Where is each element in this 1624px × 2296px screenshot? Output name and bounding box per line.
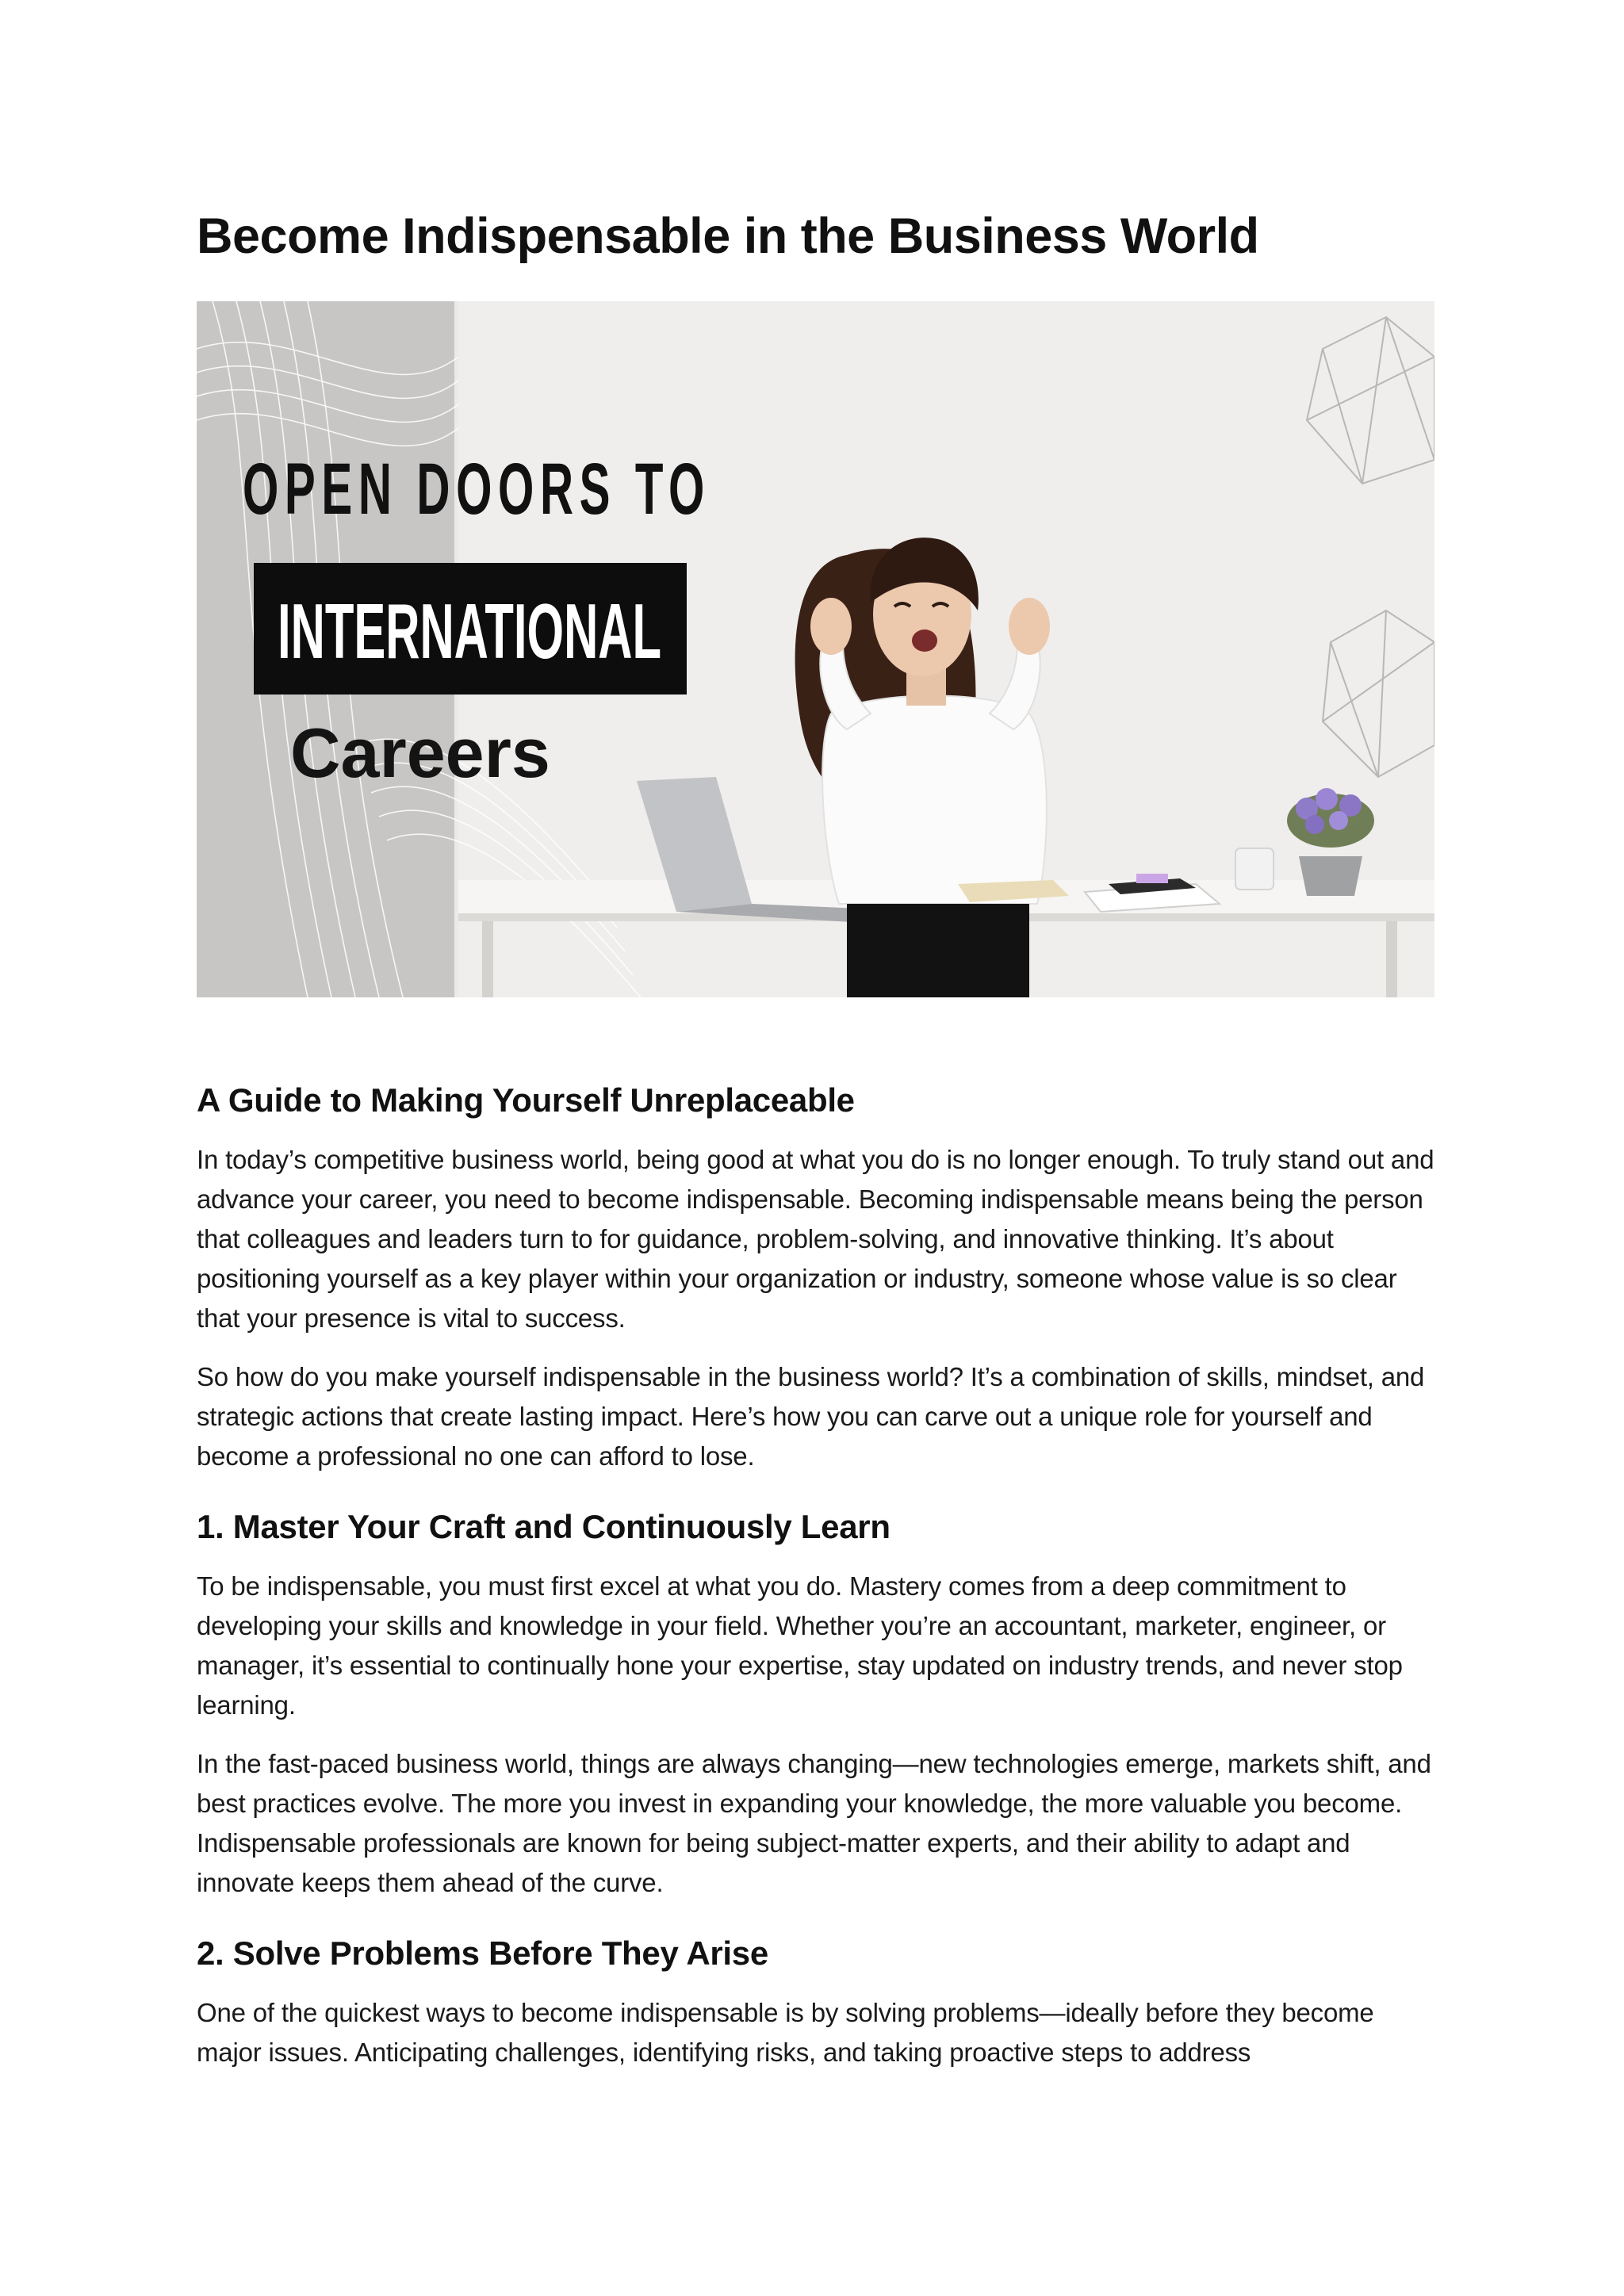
article-body	[197, 1078, 1434, 2091]
hero-headline-line1: OPEN DOORS TO	[243, 449, 710, 530]
section-1-paragraph-2: In the fast-paced business world, things are always changing—new technologies emerge, markets shift, and best practices evolve. The more you invest in expanding your knowledge, the more valuable you become. Indispensable professionals are known for being subject-matter experts, and their ability to adapt and innovate keeps them ahead of the curve.	[197, 1749, 1431, 1897]
hero-illustration	[197, 301, 1434, 997]
section-1-heading: 1. Master Your Craft and Continuously Learn	[197, 1508, 891, 1545]
intro-paragraph-2: So how do you make yourself indispensable in the business world? It’s a combination of skills, mindset, and strategic actions that create lasting impact. Here’s how you can carve out a unique role for yourself and become a professional no one can afford to lose.	[197, 1362, 1425, 1471]
section-2-heading: 2. Solve Problems Before They Arise	[197, 1934, 768, 1972]
mug	[1235, 848, 1274, 890]
hero-image	[197, 301, 1434, 997]
section-1-paragraph-1: To be indispensable, you must first excel at what you do. Mastery comes from a deep commitment to developing your skills and knowledge in your field. Whether you’re an accountant, marketer, engineer, or manager, it’s essential to continually hone your expertise, stay updated on industry trends, and never stop learning.	[197, 1571, 1403, 1720]
section-2-paragraph-1: One of the quickest ways to become indispensable is by solving problems—ideally before they become major issues. Anticipating challenges, identifying risks, and taking proactive steps to address	[197, 1998, 1374, 2067]
hero-headline-line3: Careers	[290, 714, 550, 792]
intro-heading: A Guide to Making Yourself Unreplaceable	[197, 1081, 855, 1119]
page-title: Become Indispensable in the Business World	[197, 209, 1259, 264]
hero-headline-line2: INTERNATIONAL	[278, 587, 661, 675]
intro-paragraph-1: In today’s competitive business world, being good at what you do is no longer enough. To truly stand out and advance your career, you need to become indispensable. Becoming indispensable means being the person that colleagues and leaders turn to for guidance, problem-solving, and innovative thinking. It’s about positioning yourself as a key player within your organization or industry, someone whose value is so clear that your presence is vital to success.	[197, 1145, 1434, 1333]
